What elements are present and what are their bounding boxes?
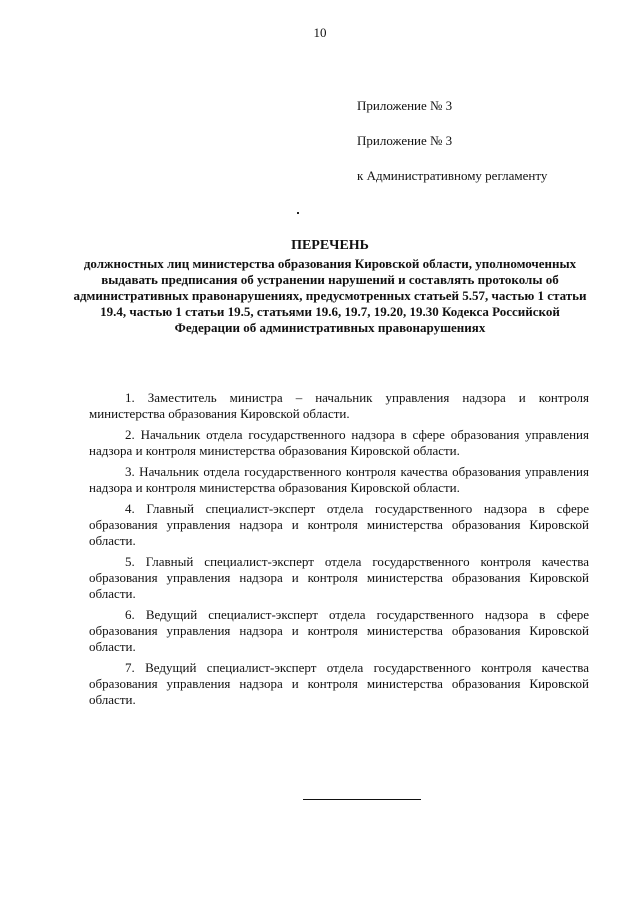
scan-speck xyxy=(297,212,299,214)
document-title: ПЕРЕЧЕНЬ xyxy=(291,238,369,253)
appendix-line: Приложение № 3 xyxy=(357,133,453,148)
title-block xyxy=(70,238,590,336)
appendix-reference: к Административному регламенту xyxy=(357,168,548,183)
list-item: 5. Главный специалист-эксперт отдела государственного контроля качества образования управления надзора и контроля министерства образования Кировской области. xyxy=(89,554,589,601)
list-item: 1. Заместитель министра – начальник управления надзора и контроля министерства образования Кировской области. xyxy=(89,390,589,421)
officials-list xyxy=(89,390,589,713)
list-item: 7. Ведущий специалист-эксперт отдела государственного контроля качества образования управления надзора и контроля министерства образования Кировской области. xyxy=(89,660,589,707)
list-item: 2. Начальник отдела государственного надзора в сфере образования управления надзора и контроля министерства образования Кировской области. xyxy=(89,427,589,458)
document-subtitle: должностных лиц министерства образования Кировской области, уполномоченных выдавать предписания об устранении нарушений и составлять протоколы об административных правонарушениях, предусмотренных статьей 5.57, частью 1 статьи 19.4, частью 1 статьи 19.5, статьями 19.6, 19.7, 19.20, 19.30 Кодекса Российской Федерации об административных правонарушениях xyxy=(73,256,587,335)
list-item: 6. Ведущий специалист-эксперт отдела государственного надзора в сфере образования управления надзора и контроля министерства образования Кировской области. xyxy=(89,607,589,654)
list-item: 4. Главный специалист-эксперт отдела государственного надзора в сфере образования управления надзора и контроля министерства образования Кировской области. xyxy=(89,501,589,548)
page-number: 10 xyxy=(313,25,327,40)
list-item: 3. Начальник отдела государственного контроля качества образования управления надзора и контроля министерства образования Кировской области. xyxy=(89,464,589,495)
appendix-line: Приложение № 3 xyxy=(357,98,453,113)
end-divider xyxy=(303,799,421,800)
